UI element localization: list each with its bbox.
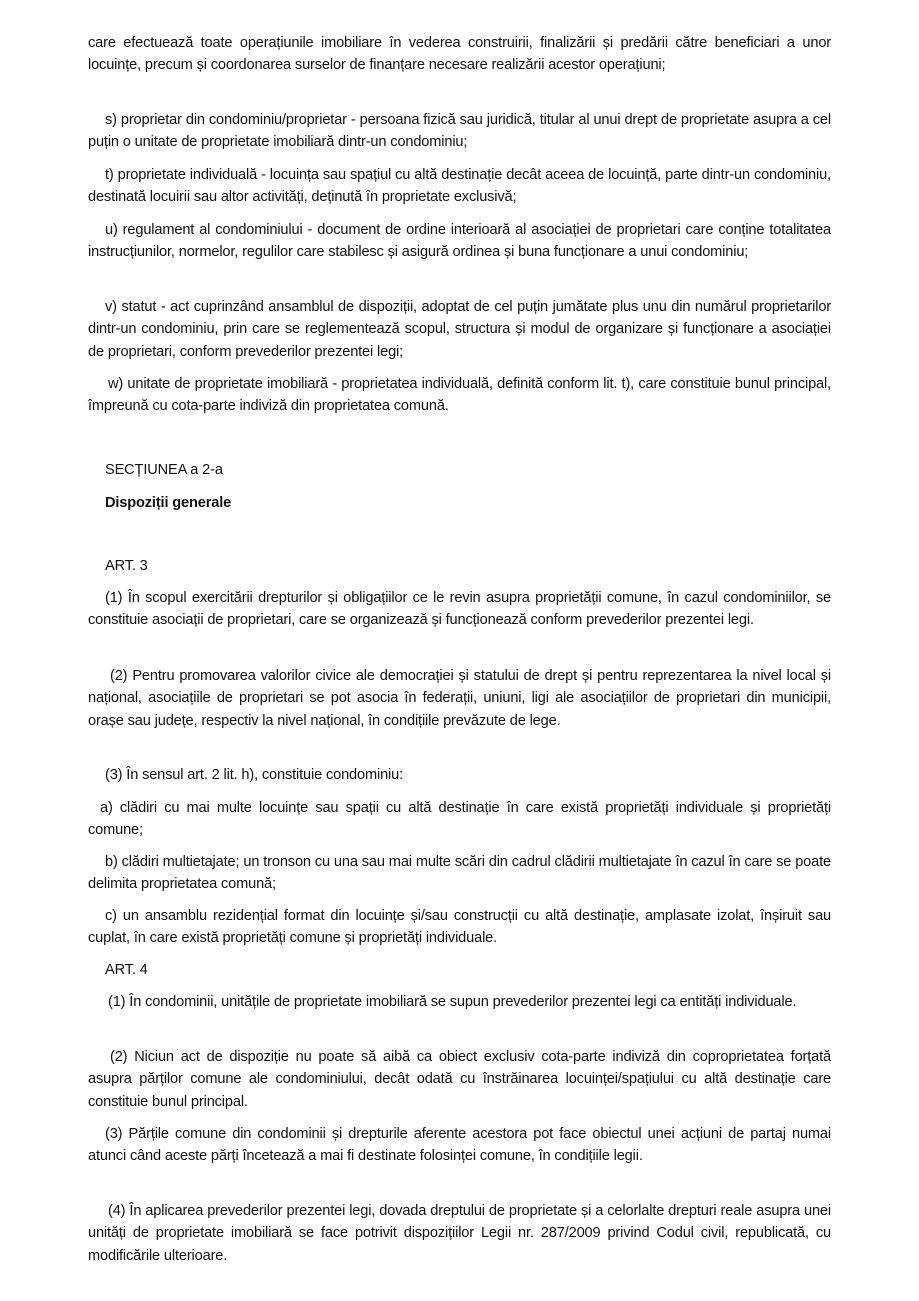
art4-paragraph-4: (4) În aplicarea prevederilor prezentei legi, dovada dreptului de proprietate și a celorlalte drepturi reale asupra unei unități de proprietate imobiliară se face potrivit dispozițiilor Legii nr. 287/2009 privind Codul civil, republicată, cu modificările ulterioare. <box>88 1203 831 1264</box>
art4-paragraph-3: (3) Părțile comune din condominii și drepturile aferente acestora pot face obiectul unei acțiuni de partaj numai atunci când aceste părți încetează a mai fi destinate folosinței comune, în condițiile legii. <box>88 1126 831 1165</box>
definition-w: w) unitate de proprietate imobiliară - proprietatea individuală, definită conform lit. t), care constituie bunul principal, împreună cu cota-parte indiviză din proprietatea comună. <box>88 376 831 415</box>
art3-item-b: b) clădiri multietajate; un tronson cu una sau mai multe scări din cadrul clădirii multietajate în cazul în care se poate delimita proprietatea comună; <box>88 854 831 893</box>
art3-paragraph-2: (2) Pentru promovarea valorilor civice ale democrației și statului de drept și pentru reprezentarea la nivel local și național, asociațiile de proprietari se pot asocia în federații, uniuni, ligi ale asociațiilor de proprietari din municipii, orașe sau județe, respectiv la nivel național, în condițiile prevăzute de lege. <box>88 668 831 729</box>
definition-t: t) proprietate individuală - locuința sau spațiul cu altă destinație decât aceea de locuință, parte dintr-un condominiu, destinată locuirii sau altor activități, deținută în proprietate exclusivă; <box>88 167 831 206</box>
definition-s: s) proprietar din condominiu/proprietar - persoana fizică sau juridică, titular al unui drept de proprietate asupra a cel puțin o unitate de proprietate imobiliară dintr-un condominiu; <box>88 112 831 151</box>
art4-paragraph-2: (2) Niciun act de dispoziție nu poate să aibă ca obiect exclusiv cota-parte indiviză din coproprietatea forțată asupra părților comune ale condominiului, decât odată cu înstrăinarea locuinței/spațiului cu altă destinație care constituie bunul principal. <box>88 1049 831 1110</box>
art4-paragraph-1: (1) În condominii, unitățile de proprietate imobiliară se supun prevederilor prezentei legi ca entități individuale. <box>108 994 797 1010</box>
definition-v: v) statut - act cuprinzând ansamblul de dispoziții, adoptat de cel puțin jumătate plus unu din numărul proprietarilor dintr-un condominiu, prin care se reglementează scopul, structura și modul de organizare și funcționare a asociației de proprietari, conform prevederilor prezentei legi; <box>88 299 831 360</box>
definition-u: u) regulament al condominiului - document de ordine interioară al asociației de proprietari care conține totalitatea instrucțiunilor, normelor, regulilor care stabilesc și asigură ordinea și buna funcționare a unui condominiu; <box>88 222 831 261</box>
art4-heading: ART. 4 <box>105 962 148 978</box>
definition-continuation: care efectuează toate operațiunile imobiliare în vederea construirii, finalizării și predării către beneficiari a unor locuințe, precum și coordonarea surselor de finanțare necesare realizării acestor operațiuni; <box>88 35 831 74</box>
section-title: Dispoziții generale <box>105 495 232 511</box>
art3-item-a: a) clădiri cu mai multe locuințe sau spații cu altă destinație în care există proprietăți individuale și proprietăți comune; <box>88 800 831 839</box>
art3-paragraph-1: (1) În scopul exercitării drepturilor și obligațiilor ce le revin asupra proprietății comune, în cazul condominiilor, se constituie asociații de proprietari, care se organizează și funcționează conform prevederilor prezentei legi. <box>88 590 831 629</box>
art3-paragraph-3: (3) În sensul art. 2 lit. h), constituie condominiu: <box>105 767 403 783</box>
art3-item-c: c) un ansamblu rezidențial format din locuințe și/sau construcții cu altă destinație, amplasate izolat, înșiruit sau cuplat, în care există proprietăți comune și proprietăți individuale. <box>88 908 831 947</box>
section-label: SECȚIUNEA a 2-a <box>105 462 223 478</box>
art3-heading: ART. 3 <box>105 558 148 574</box>
